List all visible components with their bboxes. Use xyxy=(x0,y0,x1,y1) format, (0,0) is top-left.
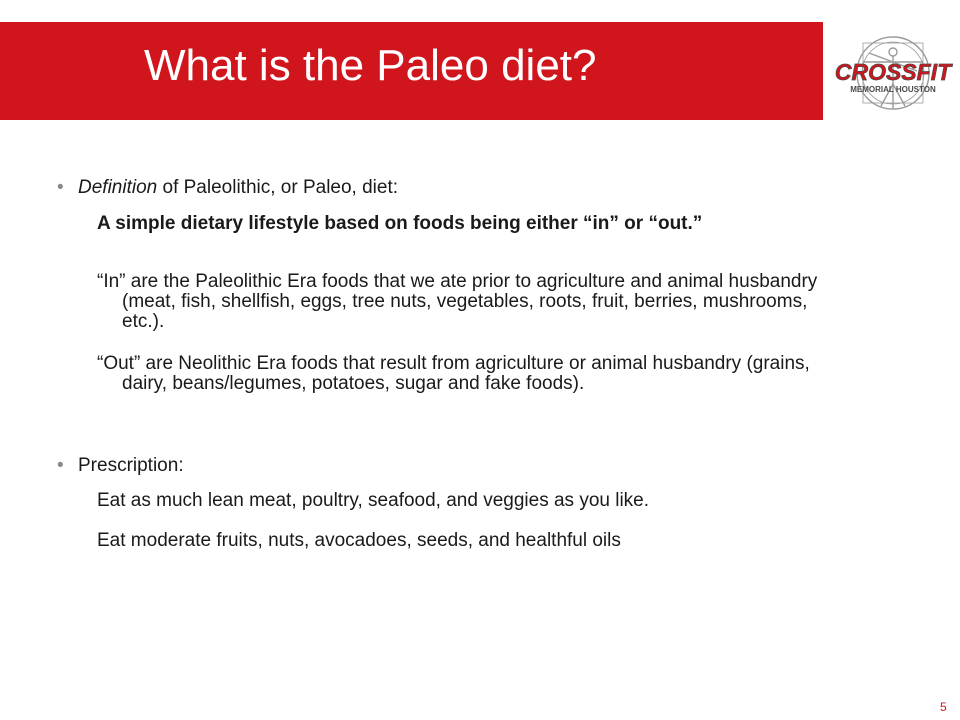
logo-primary-text: CROSSFIT xyxy=(834,59,952,85)
bullet-dot: • xyxy=(57,455,64,476)
in-foods-text: “In” are the Paleolithic Era foods that we ate prior to agriculture and animal husbandry (meat, fish, shellfish, eggs, tree nuts, vegetables, roots, fruit, berries, mushrooms, etc.). xyxy=(97,271,818,332)
page-number: 5 xyxy=(940,700,947,714)
out-foods-text: “Out” are Neolithic Era foods that result from agriculture or animal husbandry (grains, dairy, beans/legumes, potatoes, sugar and fake foods). xyxy=(97,353,810,394)
prescription-line-1: Eat as much lean meat, poultry, seafood, and veggies as you like. xyxy=(97,490,650,511)
prescription-line-2: Eat moderate fruits, nuts, avocadoes, seeds, and healthful oils xyxy=(97,530,621,551)
crossfit-logo xyxy=(823,22,960,120)
bullet-definition-text xyxy=(78,177,398,199)
definition-text: A simple dietary lifestyle based on foods being either “in” or “out.” xyxy=(97,213,703,234)
definition-emphasis: Definition xyxy=(78,177,158,198)
definition-rest: of Paleolithic, or Paleo, diet: xyxy=(157,177,399,198)
bullet-prescription-text: Prescription: xyxy=(78,455,184,476)
bullet-dot: • xyxy=(57,177,64,198)
slide-title: What is the Paleo diet? xyxy=(144,41,597,90)
logo-secondary-text: MEMORIAL HOUSTON xyxy=(850,85,936,94)
